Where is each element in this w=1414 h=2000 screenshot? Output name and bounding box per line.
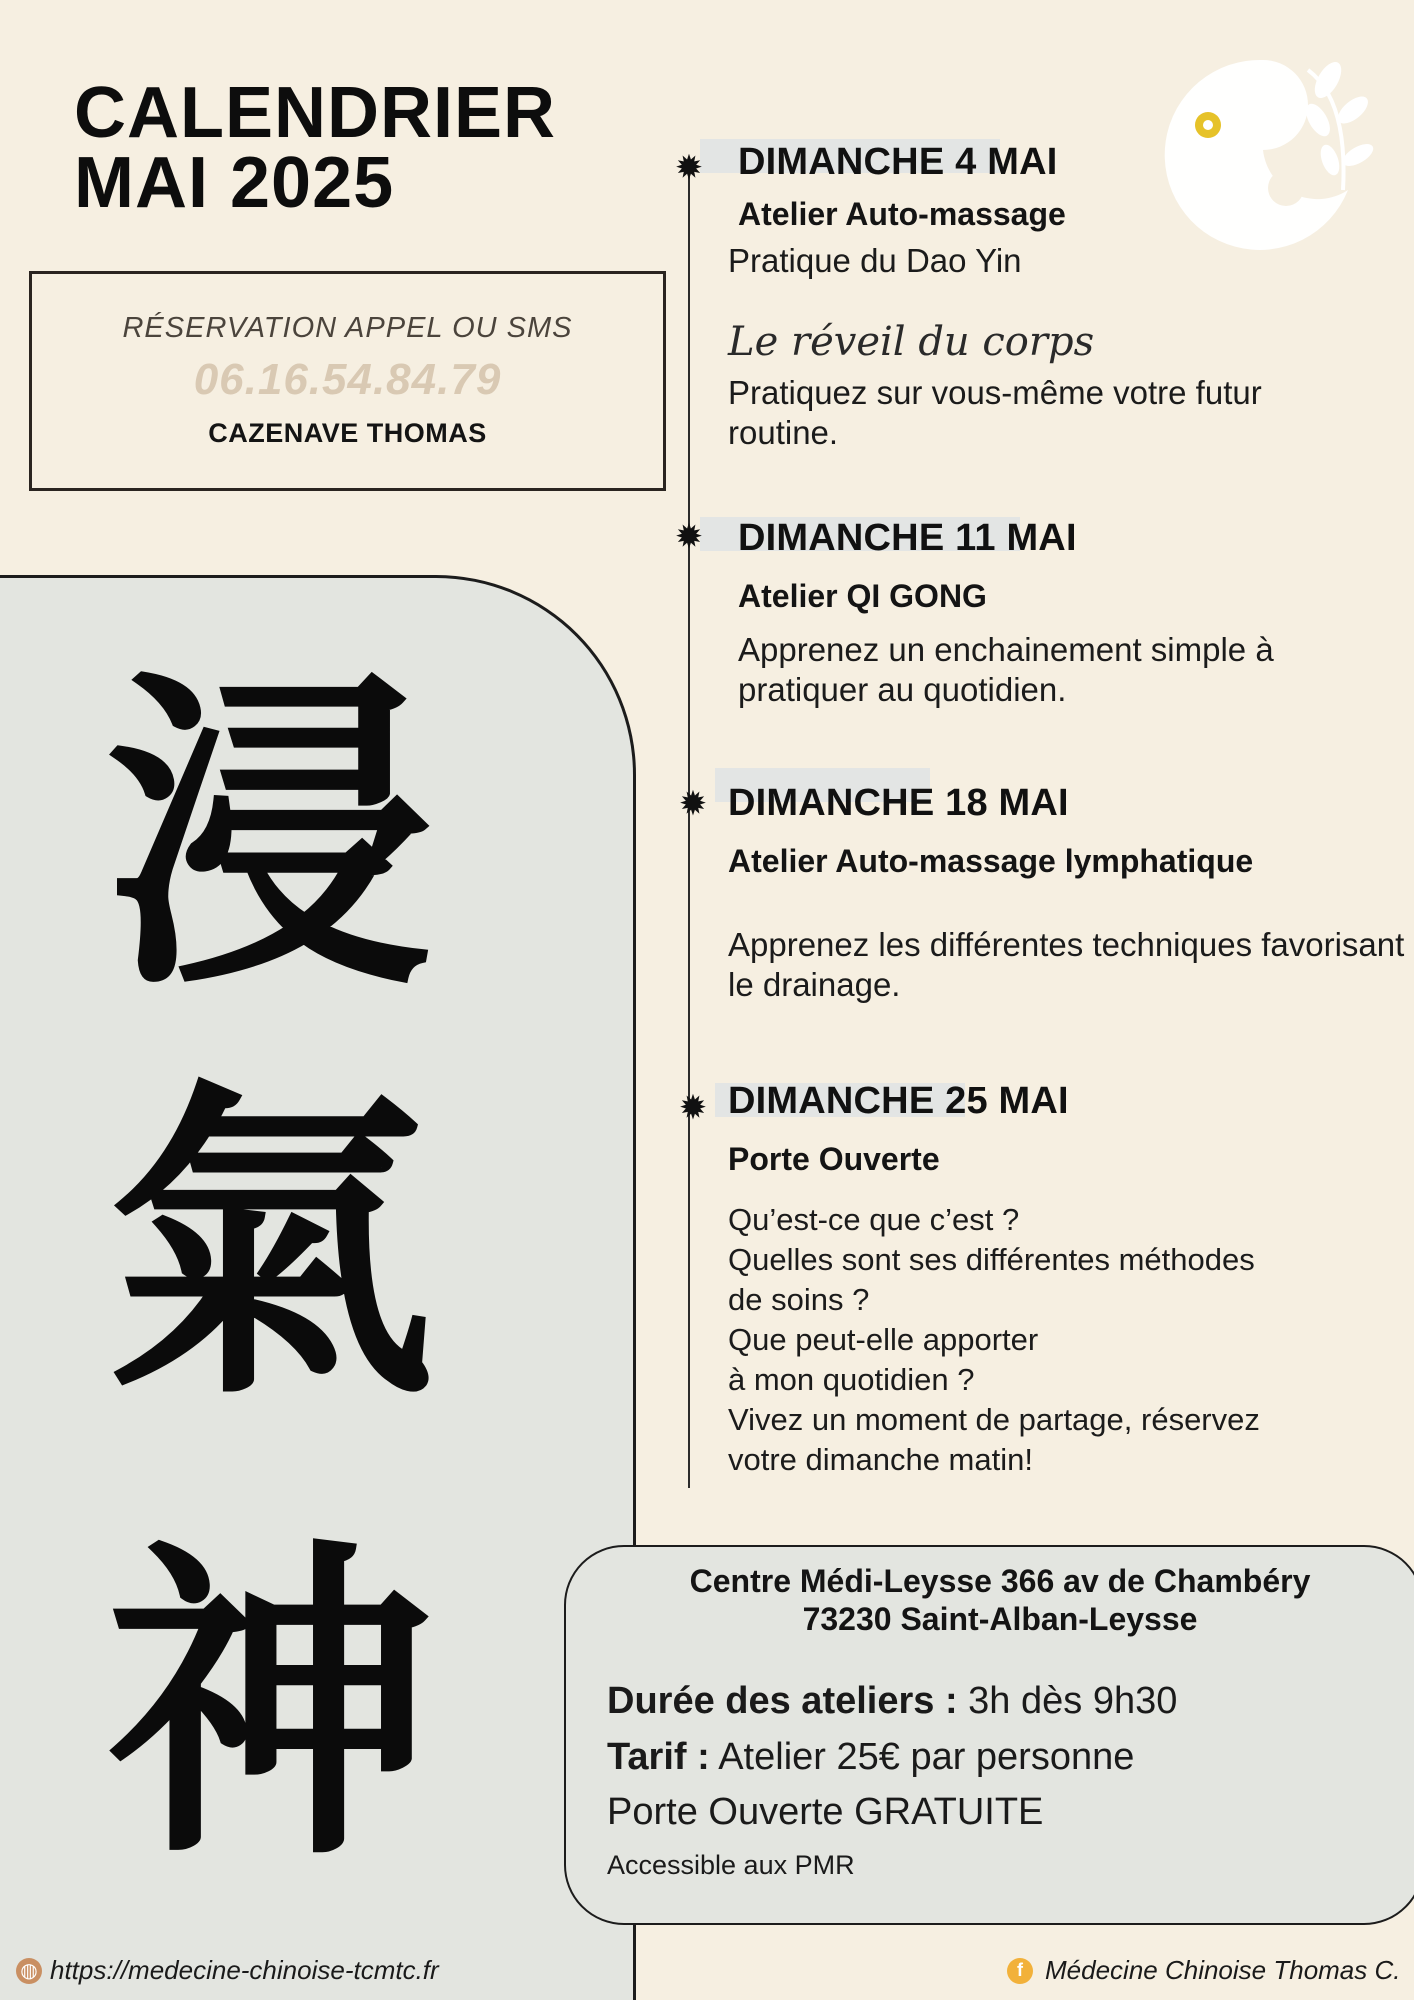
- reservation-phone[interactable]: 06.16.54.84.79: [193, 355, 502, 404]
- event-4-questions: [728, 1200, 1260, 1480]
- event-4-line: Qu’est-ce que c’est ?: [728, 1202, 1020, 1237]
- accessibility-note: Accessible aux PMR: [607, 1850, 855, 1880]
- address-line-1: Centre Médi-Leysse 366 av de Chambéry: [689, 1563, 1311, 1599]
- facebook-page-name[interactable]: Médecine Chinoise Thomas C.: [1045, 1955, 1401, 1985]
- event-4-line: à mon quotidien ?: [728, 1362, 975, 1397]
- event-2-title: Atelier QI GONG: [738, 578, 987, 614]
- event-4-line: Quelles sont ses différentes méthodes: [728, 1242, 1255, 1277]
- asterisk-bullet-icon: ✹: [674, 518, 704, 556]
- event-2-day: DIMANCHE 11 MAI: [738, 517, 1077, 559]
- event-4-title: Porte Ouverte: [728, 1141, 940, 1177]
- reservation-name: CAZENAVE THOMAS: [208, 418, 487, 448]
- event-1-day: DIMANCHE 4 MAI: [738, 141, 1058, 183]
- yin-yang-leaf-logo-icon: [1148, 40, 1378, 270]
- price-label: Tarif :: [607, 1736, 710, 1778]
- event-4-line: de soins ?: [728, 1282, 870, 1317]
- event-4-day: DIMANCHE 25 MAI: [728, 1080, 1069, 1122]
- duration-value: 3h dès 9h30: [957, 1680, 1178, 1722]
- event-3-title: Atelier Auto-massage lymphatique: [728, 843, 1254, 879]
- reservation-label: RÉSERVATION APPEL OU SMS: [122, 312, 573, 344]
- event-1-subtitle: Pratique du Dao Yin: [728, 242, 1022, 279]
- duration-label: Durée des ateliers :: [607, 1680, 958, 1722]
- address: [620, 1562, 1380, 1638]
- asterisk-bullet-icon: ✹: [678, 785, 708, 823]
- calligraphy-char-1: 浸: [105, 641, 435, 1029]
- address-line-2: 73230 Saint-Alban-Leysse: [802, 1601, 1198, 1637]
- event-1-script: Le réveil du corps: [728, 319, 1095, 365]
- event-4-line: votre dimanche matin!: [728, 1442, 1033, 1477]
- price-line: [607, 1736, 1134, 1779]
- calligraphy-char-3: 神: [105, 1511, 435, 1899]
- duration-line: [607, 1680, 1177, 1723]
- title-line-1: CALENDRIER: [74, 73, 557, 153]
- event-4-line: Vivez un moment de partage, réservez: [728, 1402, 1260, 1437]
- footer-website[interactable]: [16, 1955, 439, 1986]
- timeline-line: [688, 166, 690, 1488]
- event-1-text: Pratiquez sur vous-même votre futur routine.: [728, 374, 1262, 451]
- website-link[interactable]: https://medecine-chinoise-tcmtc.fr: [50, 1955, 439, 1985]
- calligraphy-char-2: 氣: [105, 1051, 435, 1439]
- asterisk-bullet-icon: ✹: [674, 149, 704, 187]
- event-4-line: Que peut-elle apporter: [728, 1322, 1039, 1357]
- page-title: [74, 73, 557, 223]
- facebook-icon: f: [1007, 1958, 1033, 1984]
- open-house-price: Porte Ouverte GRATUITE: [607, 1791, 1044, 1833]
- asterisk-bullet-icon: ✹: [678, 1089, 708, 1127]
- footer-facebook[interactable]: [1007, 1955, 1401, 1986]
- event-3-text: Apprenez les différentes techniques favorisant le drainage.: [728, 926, 1405, 1003]
- title-line-2: MAI 2025: [74, 143, 395, 223]
- event-2-text: Apprenez un enchainement simple à pratiquer au quotidien.: [738, 631, 1274, 708]
- event-1-title: Atelier Auto-massage: [738, 196, 1066, 232]
- price-value: Atelier 25€ par personne: [709, 1736, 1135, 1778]
- event-3-day: DIMANCHE 18 MAI: [728, 782, 1069, 824]
- globe-icon: ◍: [16, 1958, 42, 1984]
